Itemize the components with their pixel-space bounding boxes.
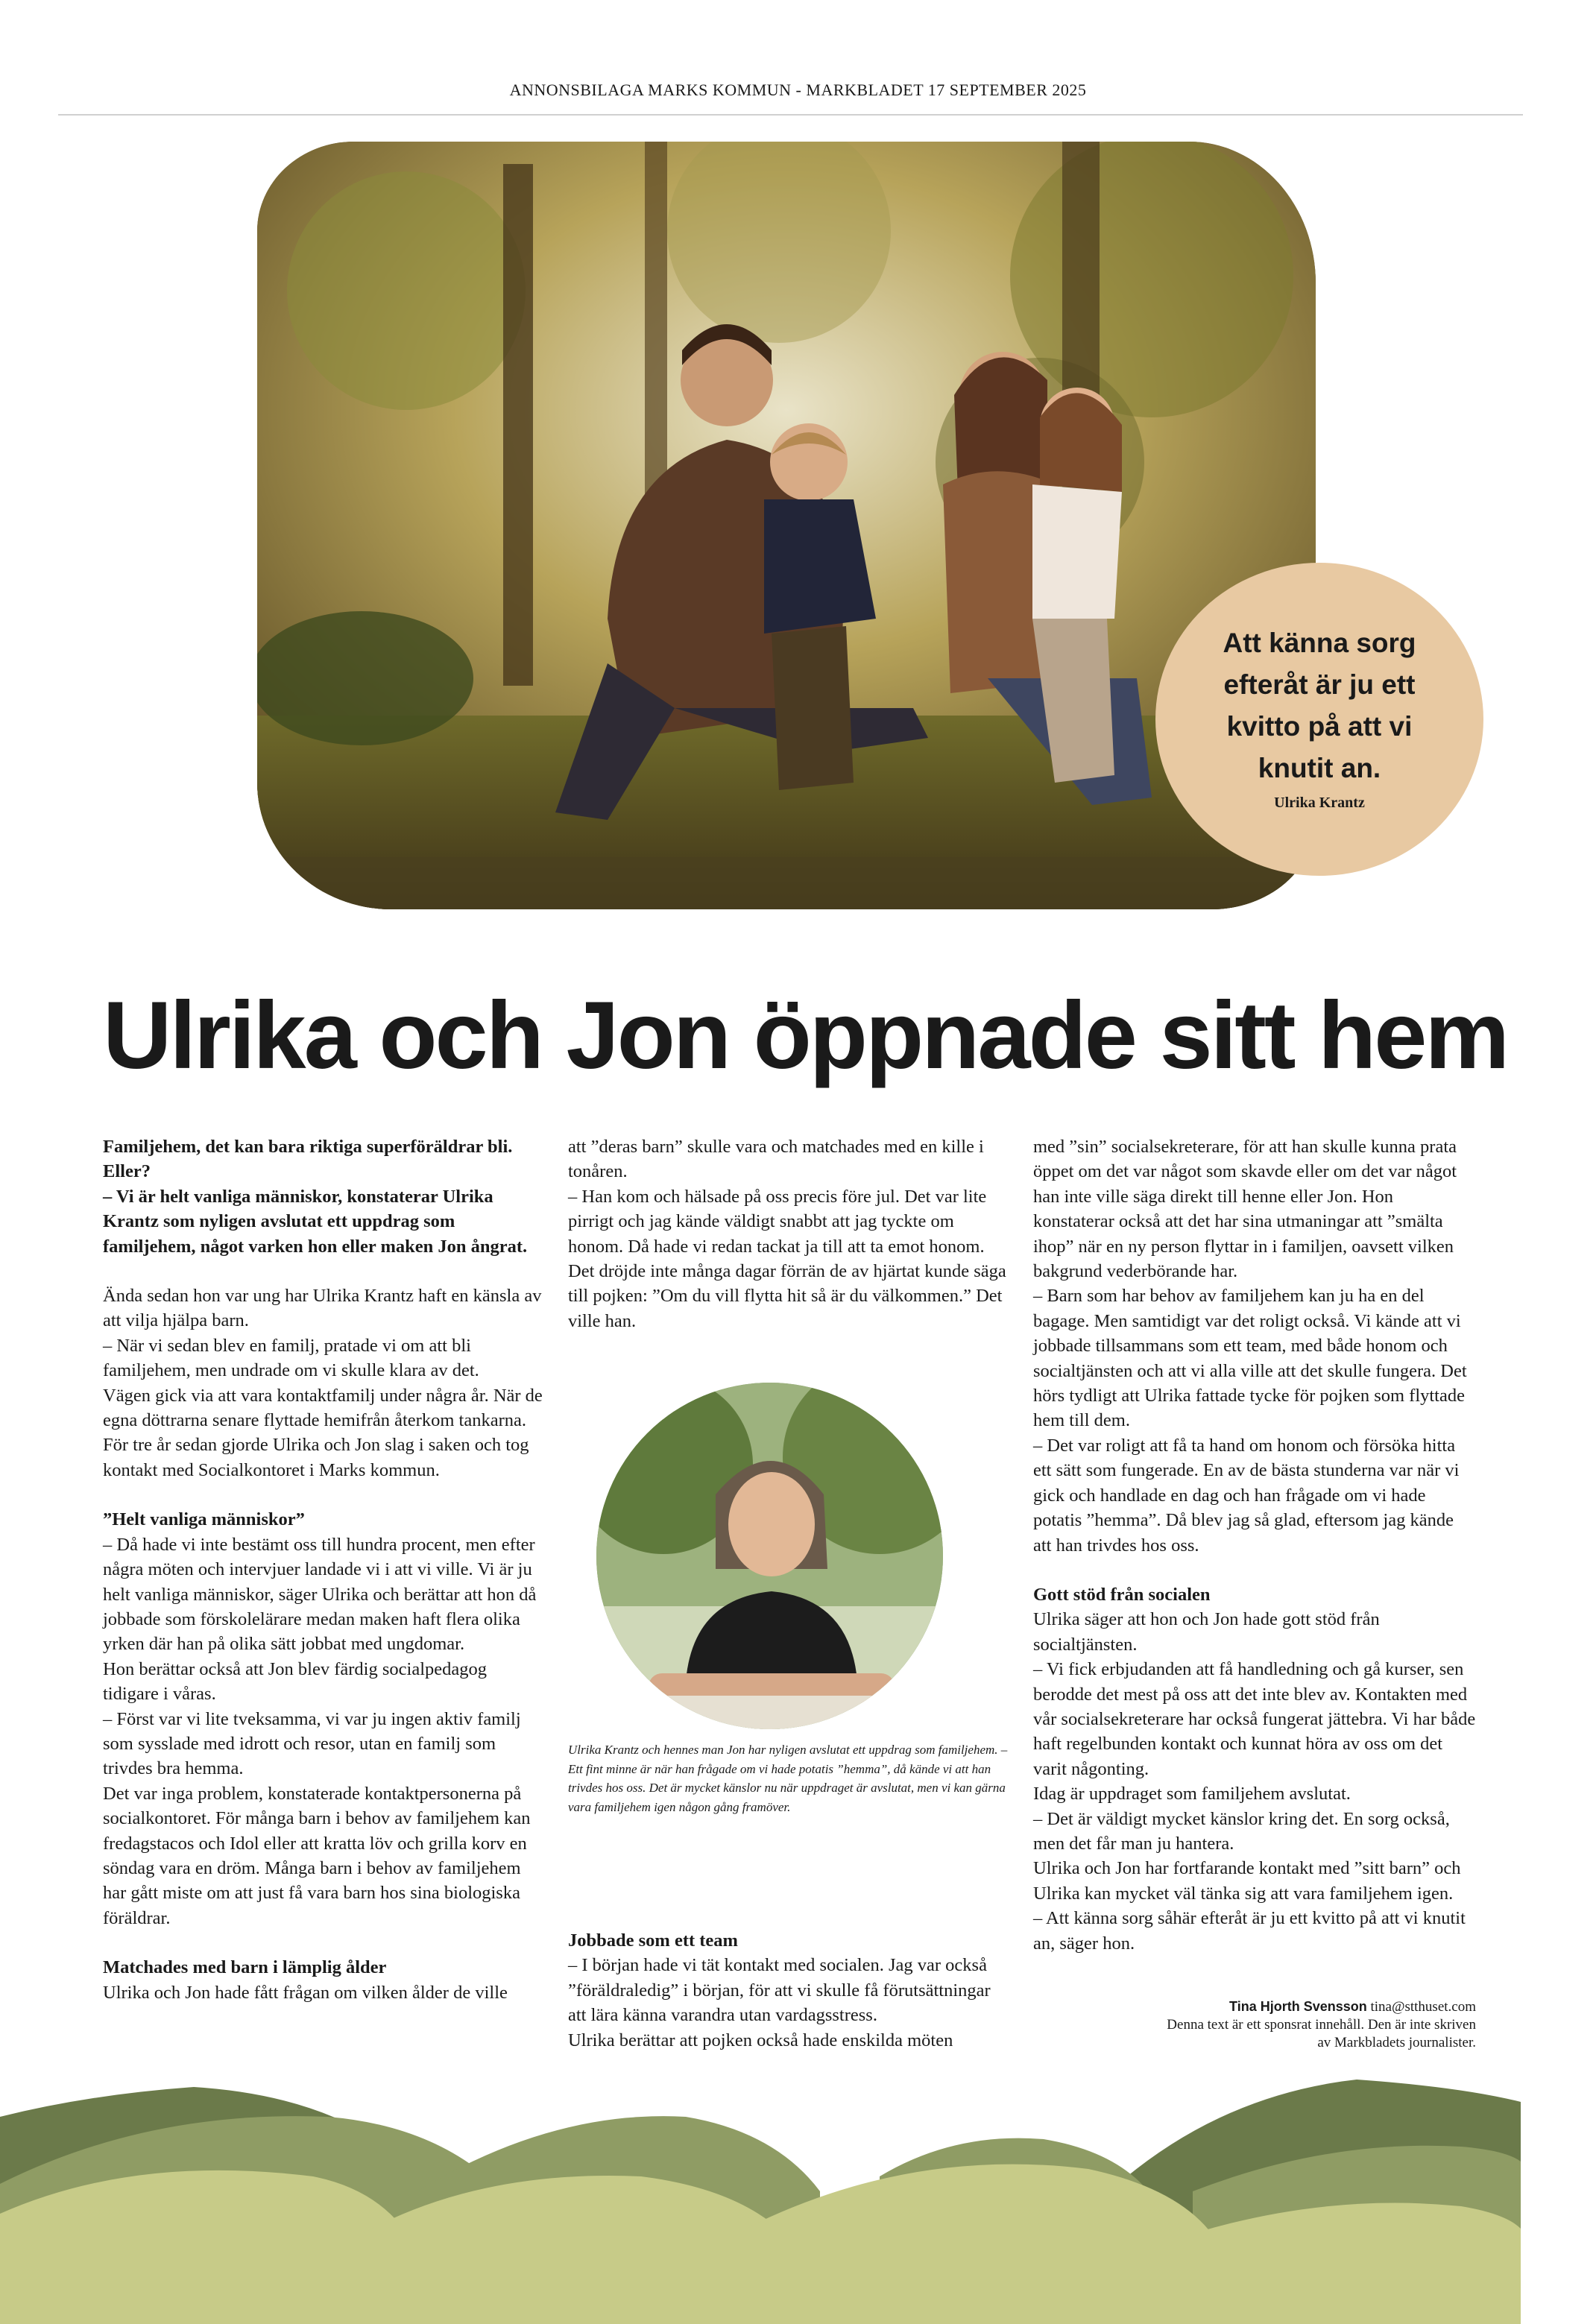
body-paragraph: – I början hade vi tät kontakt med socialen. Jag var också ”föräldraledig” i början, för att vi skulle få förutsättningar att lära känna varandra utan vardagsstress. xyxy=(568,1955,991,2026)
subheading: Matchades med barn i lämplig ålder xyxy=(103,1957,387,1978)
family-photo-illustration xyxy=(257,142,1316,909)
byline-email: tina@stthuset.com xyxy=(1370,1999,1476,2015)
body-paragraph: Idag är uppdraget som familjehem avslutat. xyxy=(1033,1784,1351,1804)
body-paragraph: med ”sin” socialsekreterare, för att han skulle kunna prata öppet om det var något som skavde eller om det var något han inte ville säga direkt till henne eller Jon. Hon konstaterar också att det har sina utmaningar att ”smälta ihop” när en ny person flyttar in i familjen, oavsett vilken bakgrund vederbörande har. xyxy=(1033,1137,1457,1282)
body-paragraph: att ”deras barn” skulle vara och matchades med en kille i tonåren. xyxy=(568,1137,984,1182)
article-column-2-bottom xyxy=(568,1928,1011,2053)
body-paragraph: Ulrika och Jon har fortfarande kontakt med ”sitt barn” och Ulrika kan mycket väl tänka sig att vara familjehem igen. xyxy=(1033,1858,1461,1904)
article-headline: Ulrika och Jon öppnade sitt hem xyxy=(103,982,1508,1089)
body-paragraph: – Det är väldigt mycket känslor kring det. En sorg också, men det får man ju hantera. xyxy=(1033,1808,1450,1854)
body-paragraph: Ända sedan hon var ung har Ulrika Krantz haft en känsla av att vilja hjälpa barn. xyxy=(103,1286,542,1331)
body-paragraph: – Barn som har behov av familjehem kan ju ha en del bagage. Men samtidigt var det roligt också. Vi kände att vi jobbade tillsammans som ett team, med både honom och socialtjänsten och att vi alla ville att det skulle fungera. Det hörs tydligt att Ulrika fattade tycke för pojken som flyttade hem till dem. xyxy=(1033,1286,1467,1431)
sponsored-note: Denna text är ett sponsrat innehåll. Den är inte skriven av Markbladets journalister. xyxy=(1167,2017,1476,2050)
byline xyxy=(1163,1998,1476,2052)
body-paragraph: Det var inga problem, konstaterade kontaktpersonerna på socialkontoret. För många barn i behov av familjehem kan fredagstacos och Idol eller att kratta löv och grilla korv en söndag vara en dröm. Många barn i behov av familjehem har gått miste om att just få vara barn hos sina biologiska föräldrar. xyxy=(103,1783,531,1928)
body-paragraph: Ulrika säger att hon och Jon hade gott stöd från socialtjänsten. xyxy=(1033,1609,1380,1655)
subheading: Gott stöd från socialen xyxy=(1033,1584,1211,1605)
portrait-caption: Ulrika Krantz och hennes man Jon har nyligen avslutat ett uppdrag som familjehem. – Ett fint minne är när han frågade om vi hade potatis ”hemma”, då kände vi att han trivdes hos oss. Det är mycket känslor nu när uppdraget är avslutat, men vi kan gärna vara familjehem igen någon gång framöver. xyxy=(568,1743,1008,1814)
body-paragraph: Ulrika och Jon hade fått frågan om vilken ålder de ville xyxy=(103,1982,508,2003)
byline-name: Tina Hjorth Svensson xyxy=(1229,1999,1367,2014)
portrait-illustration xyxy=(596,1383,943,1729)
body-paragraph: – Vi fick erbjudanden att få handledning och gå kurser, sen berodde det mest på oss att det inte blev av. Kontakten med vår socialsekreterare har också fungerat jättebra. Vi har både haft regelbunden kontakt och kunnat höra av oss om det varit någonting. xyxy=(1033,1659,1476,1779)
pullquote-text: Att känna sorg efteråt är ju ett kvitto på att vi knutit an. xyxy=(1223,628,1416,783)
body-paragraph: Hon berättar också att Jon blev färdig socialpedagog tidigare i våras. xyxy=(103,1658,488,1705)
lead-question: Familjehem, det kan bara riktiga superföräldrar bli. Eller? xyxy=(103,1137,513,1182)
body-paragraph: Ulrika berättar att pojken också hade enskilda möten xyxy=(568,2030,953,2050)
pullquote-attribution: Ulrika Krantz xyxy=(1274,795,1365,811)
article-column-2-top xyxy=(568,1134,1011,1333)
body-paragraph: – Då hade vi inte bestämt oss till hundra procent, men efter några möten och intervjuer landade vi i att vi ville. Vi är ju helt vanliga människor, säger Ulrika och berättar att hon då jobbade som förskolelärare medan maken haft flera olika yrken där han på olika sätt jobbat med ungdomar. xyxy=(103,1534,537,1655)
portrait-photo xyxy=(596,1383,943,1729)
lead-paragraph: – Vi är helt vanliga människor, konstaterar Ulrika Krantz som nyligen avslutat ett uppdrag som familjehem, något varken hon eller maken Jon ångrat. xyxy=(103,1186,528,1257)
family-photo xyxy=(257,142,1316,909)
masthead: ANNONSBILAGA MARKS KOMMUN - MARKBLADET 17 SEPTEMBER 2025 xyxy=(509,80,1087,99)
body-paragraph: – Han kom och hälsade på oss precis före jul. Det var lite pirrigt och jag kände väldigt snabbt att jag tyckte om honom. Då hade vi redan tackat ja till att ta emot honom. Det dröjde inte många dagar förrän de av hjärtat kunde säga till pojken: ”Om du vill flytta hit så är du välkommen.” Det ville han. xyxy=(568,1186,1006,1331)
masthead-rule xyxy=(58,114,1523,116)
body-paragraph: – När vi sedan blev en familj, pratade vi om att bli familjehem, men undrade om vi skulle klara av det. xyxy=(103,1335,479,1381)
body-paragraph: – Först var vi lite tveksamma, vi var ju ingen aktiv familj som sysslade med idrott och resor, utan en familj som trivdes bra hemma. xyxy=(103,1708,521,1779)
body-paragraph: Vägen gick via att vara kontaktfamilj under några år. När de egna döttrarna senare flyttade hemifrån återkom tankarna. För tre år sedan gjorde Ulrika och Jon slag i saken och tog kontakt med Socialkontoret i Marks kommun. xyxy=(103,1385,543,1480)
subheading: Jobbade som ett team xyxy=(568,1930,738,1951)
article-column-1 xyxy=(103,1134,546,2005)
article-column-3 xyxy=(1033,1134,1476,1956)
body-paragraph: – Att känna sorg såhär efteråt är ju ett kvitto på att vi knutit an, säger hon. xyxy=(1033,1908,1466,1954)
decorative-hills xyxy=(0,2065,1596,2324)
body-paragraph: – Det var roligt att få ta hand om honom och försöka hitta ett sätt som fungerade. En av de bästa stunderna var när vi gick och handlade en dag och han frågade om vi hade potatis ”hemma”. Då blev jag så glad, eftersom jag kände att han trivdes hos oss. xyxy=(1033,1435,1460,1556)
subheading: ”Helt vanliga människor” xyxy=(103,1509,305,1530)
